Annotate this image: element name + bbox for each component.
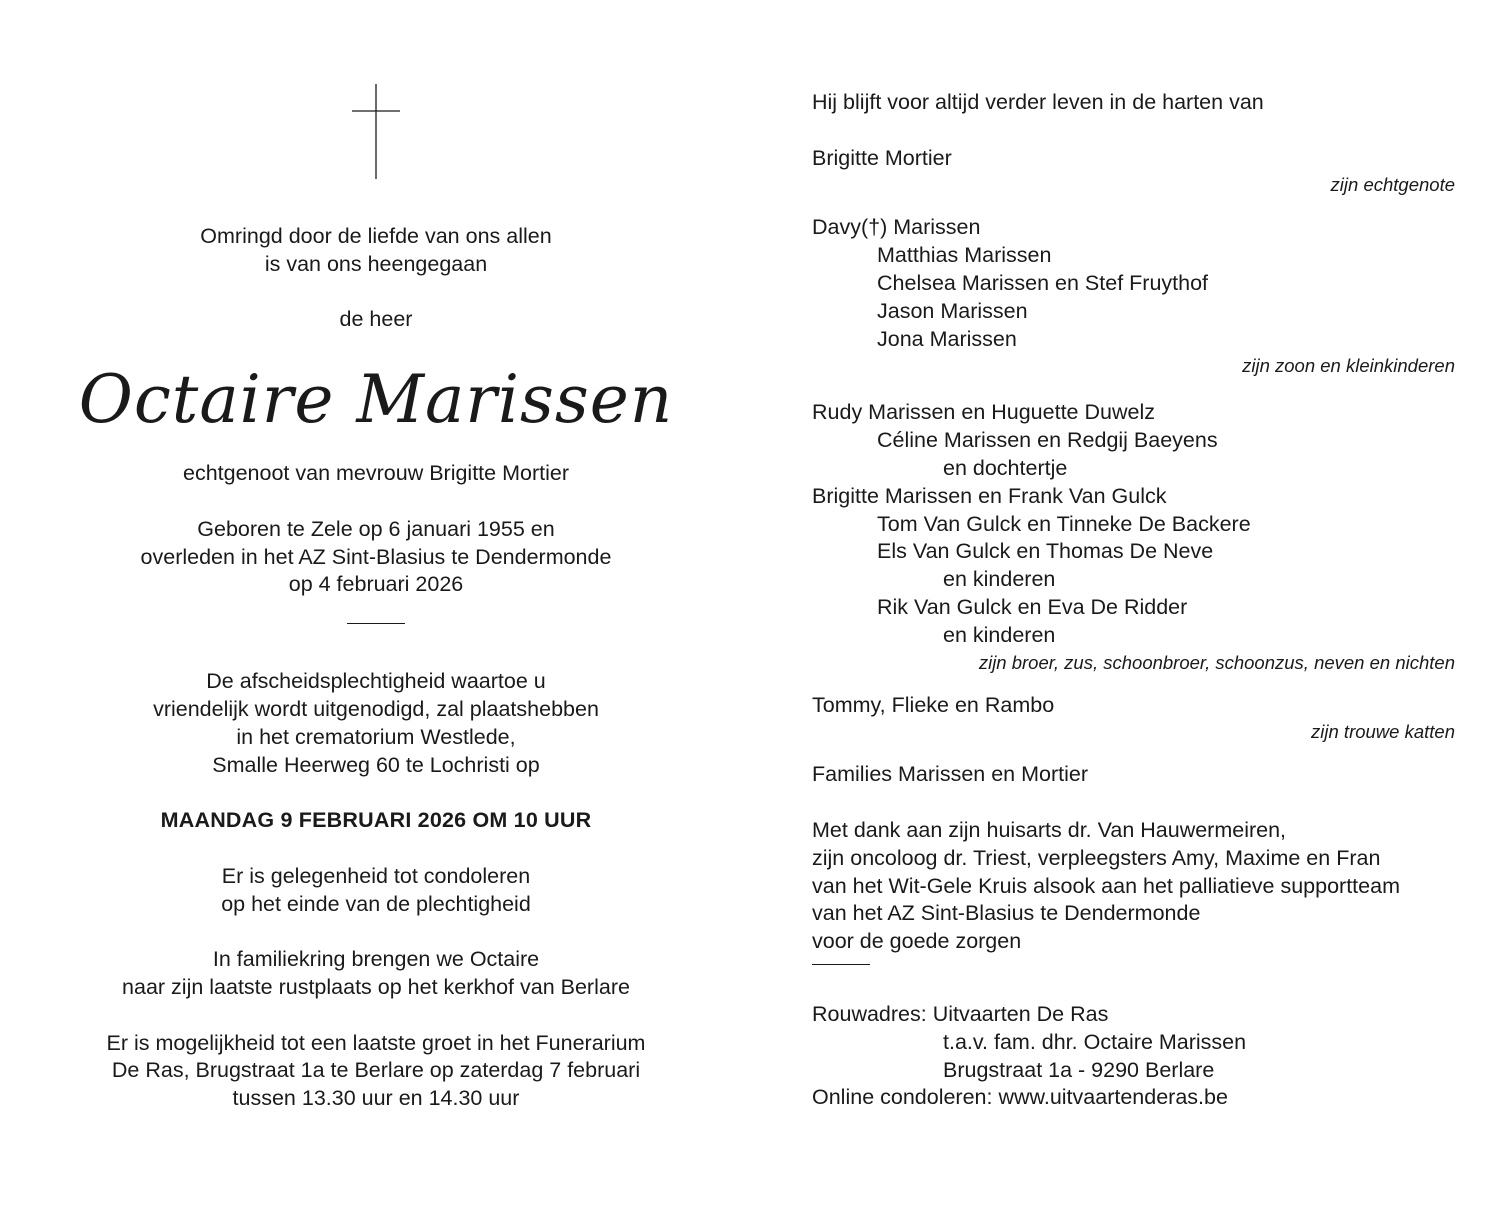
siblings-relation: zijn broer, zus, schoonbroer, schoonzus, neven en nichten bbox=[978, 651, 1455, 673]
sibling-els: Els Van Gulck en Thomas De Neve bbox=[877, 539, 1214, 564]
sibling-celine-child: en dochtertje bbox=[943, 455, 1068, 480]
pets-relation: zijn trouwe katten bbox=[1311, 721, 1455, 743]
ceremony-line-4: Smalle Heerweg 60 te Lochristi op bbox=[212, 752, 540, 777]
right-column bbox=[812, 89, 1455, 1112]
address-line-2: t.a.v. fam. dhr. Octaire Marissen bbox=[943, 1029, 1247, 1054]
ceremony-date: MAANDAG 9 FEBRUARI 2026 OM 10 UUR bbox=[160, 808, 592, 833]
spouse-name: Brigitte Mortier bbox=[812, 145, 952, 170]
son-relation: zijn zoon en kleinkinderen bbox=[1242, 355, 1455, 377]
deceased-name: Octaire Marissen bbox=[78, 361, 674, 439]
sibling-els-children: en kinderen bbox=[943, 567, 1056, 592]
visit-line-2: De Ras, Brugstraat 1a te Berlare op zaterdag 7 februari bbox=[111, 1058, 641, 1083]
spouse-relation: zijn echtgenote bbox=[1330, 174, 1455, 196]
son-name: Davy(†) Marissen bbox=[812, 215, 981, 240]
visit-line-1: Er is mogelijkheid tot een laatste groet in het Funerarium bbox=[106, 1030, 646, 1055]
sibling-rik: Rik Van Gulck en Eva De Ridder bbox=[877, 594, 1188, 619]
sibling-rik-children: en kinderen bbox=[943, 622, 1056, 647]
condolence-line-1: Er is gelegenheid tot condoleren bbox=[221, 863, 531, 888]
condolence-line-2: op het einde van de plechtigheid bbox=[221, 891, 531, 916]
visit-line-3: tussen 13.30 uur en 14.30 uur bbox=[232, 1086, 520, 1111]
birth-line-3: op 4 februari 2026 bbox=[288, 572, 464, 597]
families-line: Families Marissen en Mortier bbox=[812, 762, 1088, 787]
burial-line-1: In familiekring brengen we Octaire bbox=[212, 947, 540, 972]
ceremony-line-3: in het crematorium Westlede, bbox=[236, 724, 516, 749]
thanks-line-3: van het Wit-Gele Kruis alsook aan het palliatieve supportteam bbox=[812, 873, 1400, 898]
sibling-rudy: Rudy Marissen en Huguette Duwelz bbox=[812, 400, 1155, 425]
sibling-brigitte: Brigitte Marissen en Frank Van Gulck bbox=[812, 483, 1167, 508]
heading-line: Hij blijft voor altijd verder leven in de harten van bbox=[812, 90, 1264, 114]
thanks-line-4: van het AZ Sint-Blasius te Dendermonde bbox=[812, 901, 1201, 926]
address-line-1: Rouwadres: Uitvaarten De Ras bbox=[812, 1001, 1109, 1026]
online-condolence: Online condoleren: www.uitvaartenderas.be bbox=[812, 1085, 1228, 1110]
sibling-celine: Céline Marissen en Redgij Baeyens bbox=[877, 428, 1218, 453]
thanks-line-5: voor de goede zorgen bbox=[812, 929, 1022, 954]
intro-line-1: Omringd door de liefde van ons allen bbox=[200, 224, 552, 248]
ceremony-line-1: De afscheidsplechtigheid waartoe u bbox=[206, 669, 546, 694]
grandchild-2: Chelsea Marissen en Stef Fruythof bbox=[877, 270, 1209, 295]
cross-icon bbox=[351, 84, 401, 179]
grandchild-1: Matthias Marissen bbox=[877, 243, 1052, 268]
birth-line-2: overleden in het AZ Sint-Blasius te Dendermonde bbox=[140, 544, 612, 569]
grandchild-3: Jason Marissen bbox=[877, 298, 1028, 323]
thanks-line-1: Met dank aan zijn huisarts dr. Van Hauwermeiren, bbox=[812, 817, 1287, 842]
deceased-name-script bbox=[78, 350, 674, 450]
grandchild-4: Jona Marissen bbox=[877, 326, 1017, 351]
intro-line-2: is van ons heengegaan bbox=[264, 251, 488, 276]
ceremony-line-2: vriendelijk wordt uitgenodigd, zal plaatshebben bbox=[153, 696, 599, 721]
left-column bbox=[60, 84, 692, 1113]
birth-line-1: Geboren te Zele op 6 januari 1955 en bbox=[197, 516, 555, 541]
spouse-line: echtgenoot van mevrouw Brigitte Mortier bbox=[183, 461, 569, 486]
sibling-tom: Tom Van Gulck en Tinneke De Backere bbox=[877, 511, 1251, 536]
burial-line-2: naar zijn laatste rustplaats op het kerkhof van Berlare bbox=[122, 974, 630, 999]
thanks-line-2: zijn oncoloog dr. Triest, verpleegsters Amy, Maxime en Fran bbox=[812, 845, 1381, 870]
address-line-3: Brugstraat 1a - 9290 Berlare bbox=[943, 1057, 1215, 1082]
title-de-heer: de heer bbox=[339, 307, 413, 332]
pets-names: Tommy, Flieke en Rambo bbox=[812, 692, 1055, 717]
